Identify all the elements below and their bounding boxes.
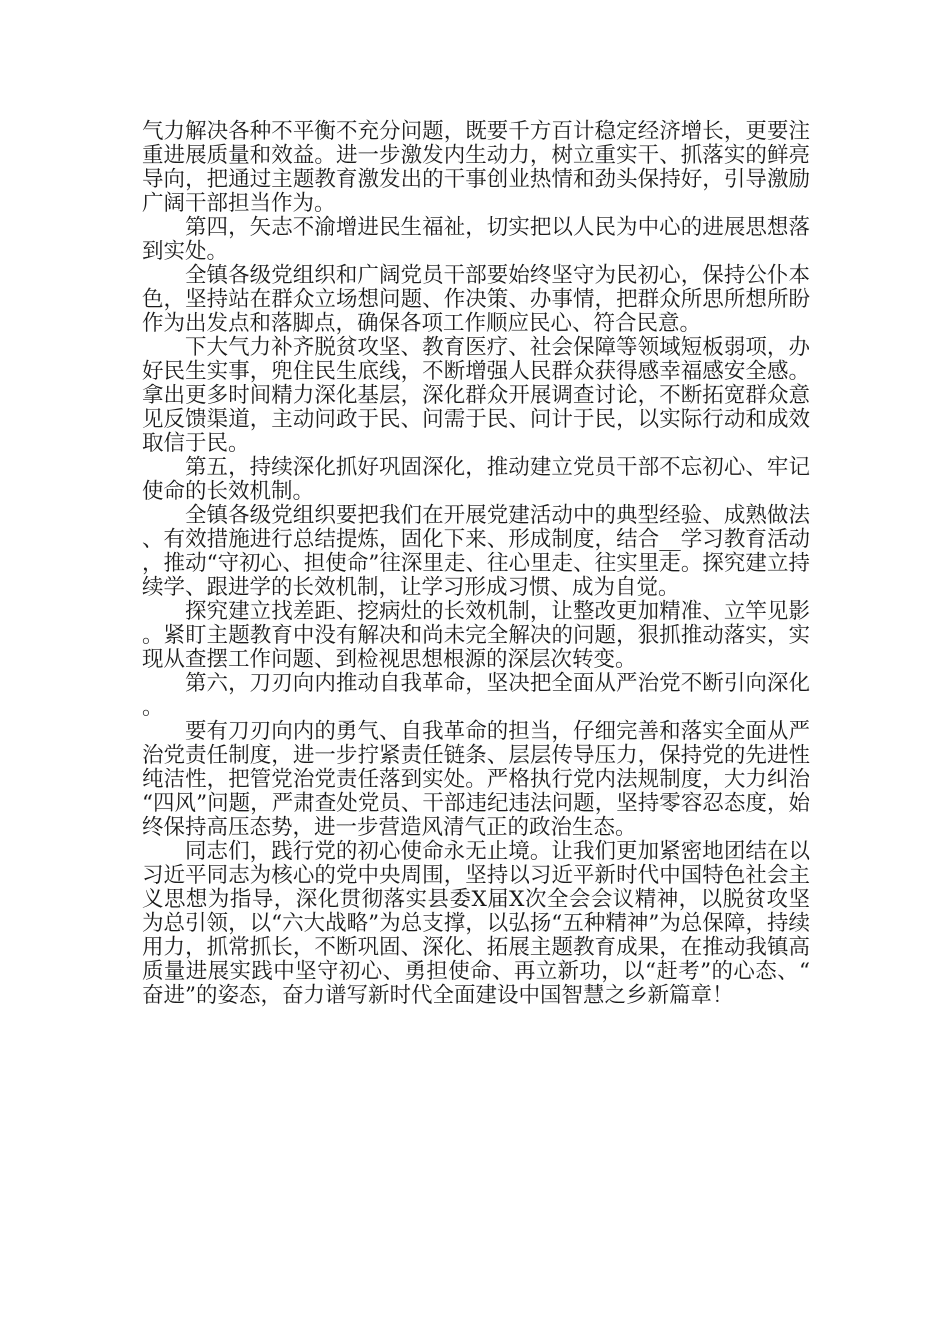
paragraph-5: 第五，持续深化抓好巩固深化，推动建立党员干部不忘初心、牢记使命的长效机制。 — [142, 455, 810, 504]
paragraph-1: 气力解决各种不平衡不充分问题，既要千方百计稳定经济增长，更要注重进展质量和效益。进一步激发内生动力，树立重实干、抓落实的鲜亮导向，把通过主题教育激发出的干事创业热情和劲头保持好，引导激励广阔干部担当作为。 — [142, 119, 810, 216]
document-body — [142, 120, 810, 1008]
paragraph-3: 全镇各级党组织和广阔党员干部要始终坚守为民初心，保持公仆本色，坚持站在群众立场想问题、作决策、办事情，把群众所思所想所盼作为出发点和落脚点，确保各项工作顺应民心、符合民意。 — [142, 263, 810, 336]
paragraph-9: 要有刀刃向内的勇气、自我革命的担当，仔细完善和落实全面从严治党责任制度，进一步拧紧责任链条、层层传导压力，保持党的先进性纯洁性，把管党治党责任落到实处。严格执行党内法规制度，大力纠治“四风”问题，严肃查处党员、干部违纪违法问题，坚持零容忍态度，始终保持高压态势，进一步营造风清气正的政治生态。 — [142, 719, 810, 840]
paragraph-2: 第四，矢志不渝增进民生福祉，切实把以人民为中心的进展思想落到实处。 — [142, 215, 810, 264]
paragraph-6: 全镇各级党组织要把我们在开展党建活动中的典型经验、成熟做法、有效措施进行总结提炼，固化下来、形成制度，结合__学习教育活动，推动“守初心、担使命”往深里走、往心里走、往实里走。探究建立持续学、跟进学的长效机制，让学习形成习惯、成为自觉。 — [142, 503, 810, 600]
paragraph-7: 探究建立找差距、挖病灶的长效机制，让整改更加精准、立竿见影。紧盯主题教育中没有解决和尚未完全解决的问题，狠抓推动落实，实现从查摆工作问题、到检视思想根源的深层次转变。 — [142, 599, 810, 672]
paragraph-8: 第六，刀刃向内推动自我革命，坚决把全面从严治党不断引向深化。 — [142, 671, 810, 720]
paragraph-4: 下大气力补齐脱贫攻坚、教育医疗、社会保障等领域短板弱项，办好民生实事，兜住民生底线，不断增强人民群众获得感幸福感安全感。拿出更多时间精力深化基层，深化群众开展调查讨论，不断拓宽群众意见反馈渠道，主动问政于民、问需于民、问计于民，以实际行动和成效取信于民。 — [142, 335, 810, 456]
paragraph-10: 同志们，践行党的初心使命永无止境。让我们更加紧密地团结在以习近平同志为核心的党中央周围，坚持以习近平新时代中国特色社会主义思想为指导，深化贯彻落实县委X届X次全会会议精神，以脱贫攻坚为总引领，以“六大战略”为总支撑，以弘扬“五种精神”为总保障，持续用力，抓常抓长，不断巩固、深化、拓展主题教育成果，在推动我镇高质量进展实践中坚守初心、勇担使命、再立新功，以“赶考”的心态、“奋进”的姿态，奋力谱写新时代全面建设中国智慧之乡新篇章！ — [142, 839, 810, 1008]
